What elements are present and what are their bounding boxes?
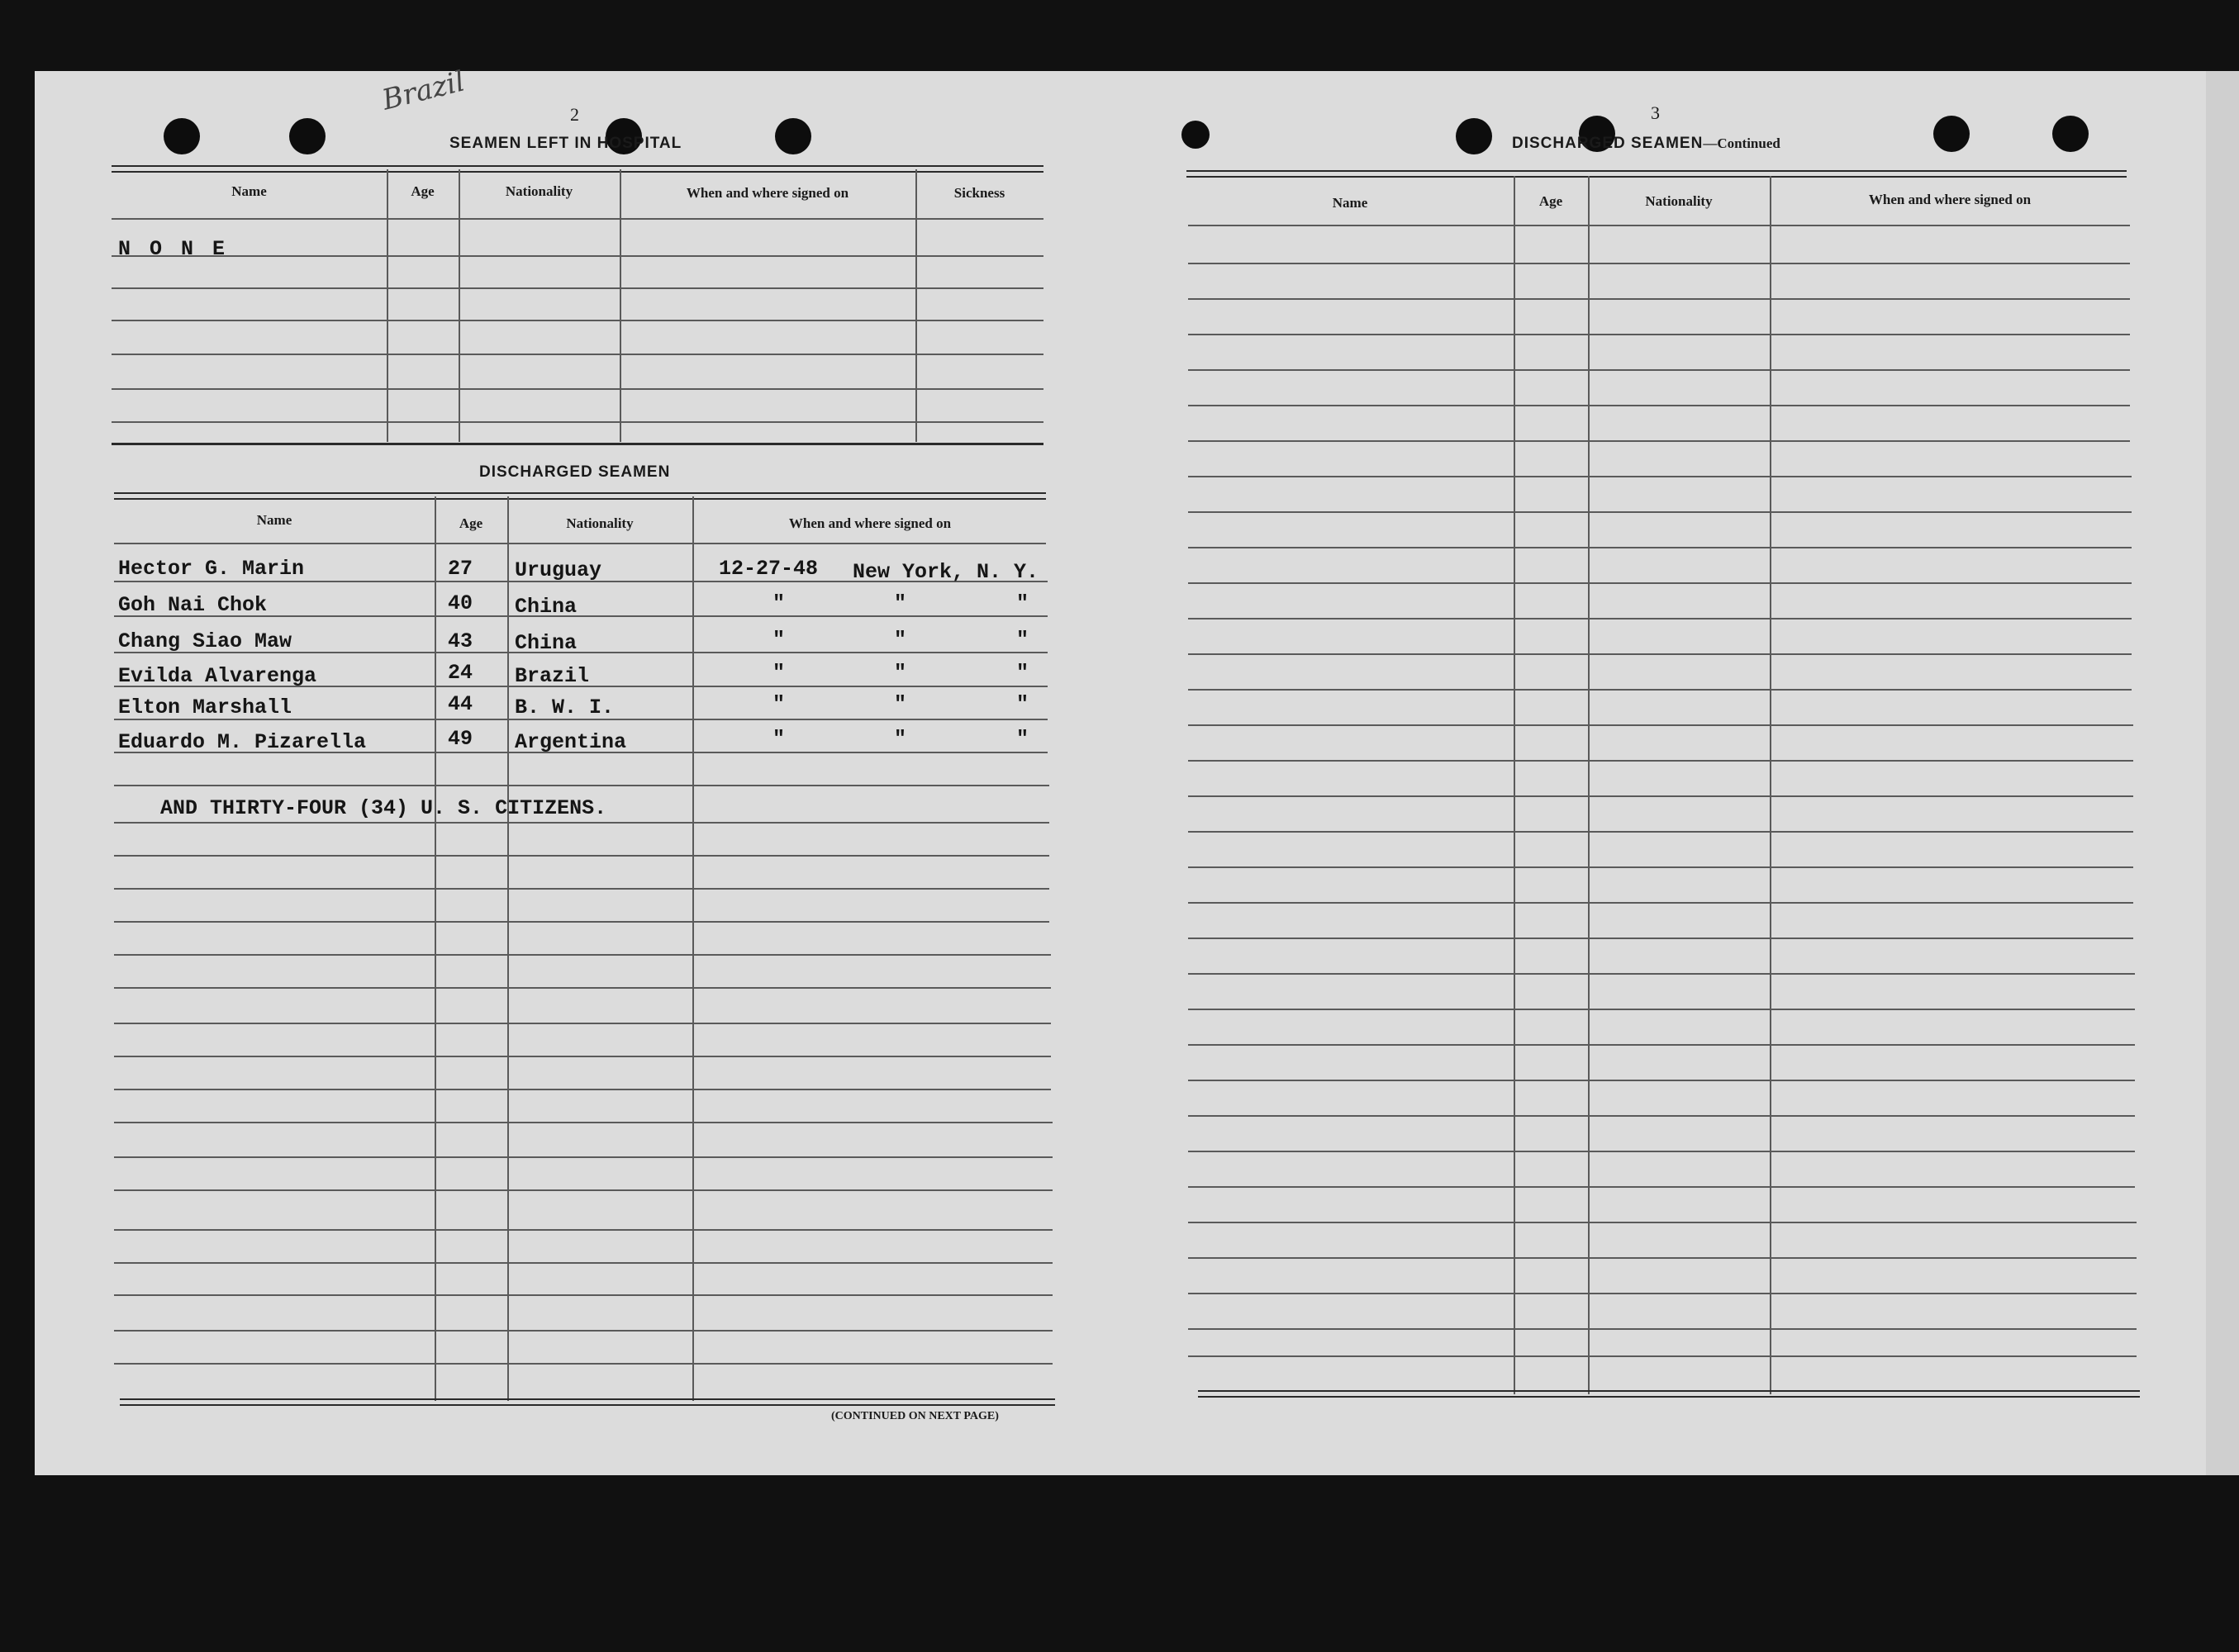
table-rule xyxy=(114,1229,1053,1231)
binder-hole xyxy=(289,118,326,154)
ditto-mark: " xyxy=(1016,661,1029,685)
table-rule xyxy=(114,921,1049,923)
binder-hole xyxy=(164,118,200,154)
column-header-sickness: Sickness xyxy=(953,185,1005,201)
ditto-mark: " xyxy=(772,661,786,685)
table-rule xyxy=(1188,263,2130,264)
table-rule xyxy=(1188,225,2130,226)
table-rule xyxy=(1188,476,2132,477)
document-sheet xyxy=(35,71,2206,1475)
column-rule xyxy=(459,169,460,442)
seaman-age: 49 xyxy=(448,727,473,751)
column-header-name: Name xyxy=(256,512,292,528)
seaman-age: 24 xyxy=(448,661,473,685)
table-rule xyxy=(114,1262,1053,1264)
table-rule xyxy=(1188,547,2132,548)
table-rule xyxy=(114,888,1049,890)
table-rule xyxy=(1188,795,2133,797)
table-rule xyxy=(1188,1115,2135,1117)
table-rule xyxy=(112,443,1043,445)
table-rule xyxy=(114,1330,1053,1332)
table-rule xyxy=(1188,1222,2137,1223)
seaman-name: Chang Siao Maw xyxy=(118,629,292,653)
ditto-mark: " xyxy=(1016,591,1029,615)
column-header-name: Name xyxy=(1332,195,1368,211)
table-rule xyxy=(120,1398,1055,1406)
ditto-mark: " xyxy=(894,727,907,751)
ditto-mark: " xyxy=(772,727,786,751)
seaman-name: Elton Marshall xyxy=(118,695,292,719)
table-rule xyxy=(1198,1390,2140,1398)
table-rule xyxy=(1186,170,2127,178)
column-rule xyxy=(620,169,621,442)
table-rule xyxy=(1188,405,2130,406)
table-rule xyxy=(1188,298,2130,300)
table-rule xyxy=(114,1294,1053,1296)
table-rule xyxy=(1188,1257,2137,1259)
hospital-entry: N O N E xyxy=(118,237,229,261)
handwritten-annotation: Brazil xyxy=(378,64,468,117)
table-rule xyxy=(114,822,1049,824)
column-rule xyxy=(387,169,388,442)
table-rule xyxy=(1188,831,2133,833)
section-title-text: DISCHARGED SEAMEN xyxy=(1512,135,1704,152)
column-header-nationality: Nationality xyxy=(505,183,573,199)
ditto-mark: " xyxy=(1016,727,1029,751)
table-rule xyxy=(114,855,1049,857)
column-header-signed-on: When and where signed on xyxy=(1868,192,2032,207)
table-rule xyxy=(114,1089,1051,1090)
table-rule xyxy=(1188,440,2130,442)
table-rule xyxy=(114,1122,1053,1123)
signed-on-date: 12-27-48 xyxy=(719,557,819,581)
table-rule xyxy=(1188,866,2133,868)
page-number: 2 xyxy=(570,104,579,125)
signed-on-place: New York, N. Y. xyxy=(853,560,1039,584)
seaman-name: Goh Nai Chok xyxy=(118,593,268,617)
table-rule xyxy=(112,255,1043,257)
binder-hole xyxy=(1456,118,1492,154)
ditto-mark: " xyxy=(1016,692,1029,716)
table-rule xyxy=(114,543,1046,544)
column-header-signed-on: When and where signed on xyxy=(788,515,952,531)
ditto-mark: " xyxy=(772,692,786,716)
seaman-age: 43 xyxy=(448,629,473,653)
column-header-age: Age xyxy=(1538,193,1563,209)
table-rule xyxy=(1188,1328,2137,1330)
table-rule xyxy=(1188,1151,2135,1152)
binder-hole xyxy=(2052,116,2089,152)
table-rule xyxy=(114,1363,1053,1365)
hospital-section-title: SEAMEN LEFT IN HOSPITAL xyxy=(449,135,682,152)
table-rule xyxy=(1188,618,2132,620)
seaman-nationality: Argentina xyxy=(515,730,627,754)
binder-hole xyxy=(1933,116,1970,152)
continued-note: (CONTINUED ON NEXT PAGE) xyxy=(831,1410,999,1422)
seaman-nationality: China xyxy=(515,595,578,619)
seaman-age: 40 xyxy=(448,591,473,615)
binder-hole xyxy=(775,118,811,154)
column-rule xyxy=(1770,176,1771,1394)
column-rule xyxy=(435,496,436,1401)
page-edge xyxy=(2206,71,2239,1475)
ditto-mark: " xyxy=(894,591,907,615)
table-rule xyxy=(1188,1009,2135,1010)
table-rule xyxy=(114,1156,1053,1158)
column-rule xyxy=(1588,176,1590,1394)
column-header-name: Name xyxy=(231,183,267,199)
ditto-mark: " xyxy=(894,692,907,716)
table-rule xyxy=(114,1023,1051,1024)
table-rule xyxy=(1188,582,2132,584)
table-rule xyxy=(114,987,1051,989)
table-rule xyxy=(114,785,1049,786)
column-header-nationality: Nationality xyxy=(566,515,634,531)
discharged-continued-title xyxy=(1512,135,1780,153)
table-rule xyxy=(112,287,1043,289)
table-rule xyxy=(1188,511,2132,513)
column-header-signed-on: When and where signed on xyxy=(686,185,849,201)
table-rule xyxy=(1188,653,2132,655)
column-header-age: Age xyxy=(411,183,435,199)
table-rule xyxy=(114,1189,1053,1191)
table-rule xyxy=(1188,369,2130,371)
seaman-age: 27 xyxy=(448,557,473,581)
column-header-age: Age xyxy=(459,515,483,531)
table-rule xyxy=(114,492,1046,500)
ditto-mark: " xyxy=(894,628,907,652)
column-rule xyxy=(1514,176,1515,1394)
table-rule xyxy=(112,421,1043,423)
table-rule xyxy=(112,218,1043,220)
table-rule xyxy=(1188,760,2133,762)
column-rule xyxy=(507,496,509,1401)
table-rule xyxy=(1188,973,2135,975)
binder-hole xyxy=(1181,121,1210,149)
table-rule xyxy=(1188,938,2133,939)
seaman-name: Eduardo M. Pizarella xyxy=(118,730,367,754)
section-title-suffix: —Continued xyxy=(1703,135,1780,151)
table-rule xyxy=(112,354,1043,355)
column-rule xyxy=(915,169,917,442)
seaman-nationality: China xyxy=(515,631,578,655)
page-number: 3 xyxy=(1651,102,1660,123)
table-rule xyxy=(112,165,1043,173)
ditto-mark: " xyxy=(894,661,907,685)
table-rule xyxy=(1188,1044,2135,1046)
table-rule xyxy=(1188,724,2133,726)
table-rule xyxy=(1188,1186,2135,1188)
table-rule xyxy=(112,320,1043,321)
seaman-nationality: Brazil xyxy=(515,664,590,688)
seaman-nationality: Uruguay xyxy=(515,558,602,582)
ditto-mark: " xyxy=(772,591,786,615)
table-rule xyxy=(114,1056,1051,1057)
seaman-age: 44 xyxy=(448,692,473,716)
table-rule xyxy=(112,388,1043,390)
table-rule xyxy=(114,954,1051,956)
table-rule xyxy=(1188,689,2132,691)
table-rule xyxy=(1188,1080,2135,1081)
table-rule xyxy=(1188,902,2133,904)
discharged-section-title: DISCHARGED SEAMEN xyxy=(479,463,671,481)
summary-line: AND THIRTY-FOUR (34) U. S. CITIZENS. xyxy=(160,796,607,820)
ditto-mark: " xyxy=(1016,628,1029,652)
table-rule xyxy=(1188,1293,2137,1294)
seaman-nationality: B. W. I. xyxy=(515,695,615,719)
seaman-name: Hector G. Marin xyxy=(118,557,305,581)
column-header-nationality: Nationality xyxy=(1645,193,1713,209)
seaman-name: Evilda Alvarenga xyxy=(118,664,317,688)
ditto-mark: " xyxy=(772,628,786,652)
column-rule xyxy=(692,496,694,1401)
table-rule xyxy=(1188,334,2130,335)
table-rule xyxy=(1188,1355,2137,1357)
